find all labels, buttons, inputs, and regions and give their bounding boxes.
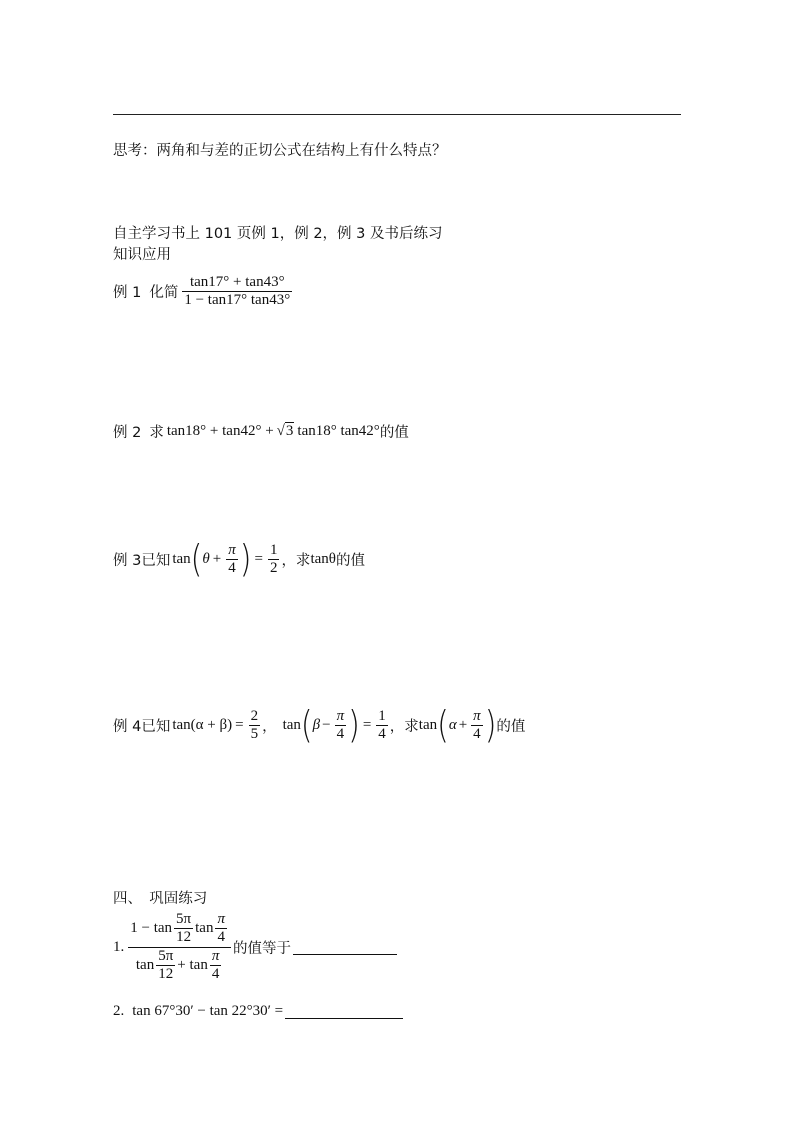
pi-over-4: [335, 708, 347, 744]
pi: π: [211, 947, 220, 964]
four: 4: [211, 965, 220, 982]
alpha-symbol: α: [448, 717, 457, 734]
tan-alpha-plus-beta: tan(α + β): [172, 717, 233, 734]
section-4-heading: 四、 巩固练习: [113, 891, 208, 907]
exercise-1-numerator: [128, 911, 231, 947]
five-pi: 5π: [158, 947, 174, 964]
one-quarter: [376, 708, 388, 744]
pi: π: [336, 708, 345, 724]
right-paren: ): [348, 703, 360, 747]
exercise-1-fraction: [128, 911, 231, 983]
five-pi-over-12: [156, 948, 175, 984]
four: 4: [228, 560, 236, 577]
one-minus-tan: 1 − tan: [130, 920, 173, 937]
tan-text: tan: [135, 956, 155, 973]
sqrt-radicand: 3: [285, 423, 294, 439]
two-fifths: [249, 708, 261, 744]
example-4-given: 已知: [141, 719, 171, 736]
beta-symbol: β: [312, 717, 321, 734]
five-pi: 5π: [176, 911, 192, 927]
right-paren: ): [484, 703, 497, 747]
four: 4: [473, 726, 481, 743]
numerator: 1: [378, 708, 386, 724]
example-2-expression-part2: tan18° tan42°: [297, 423, 380, 439]
example-1-fraction: [182, 274, 292, 310]
right-paren: ): [239, 537, 252, 581]
example-1-numerator: tan17° + tan43°: [189, 274, 285, 290]
tan-text: tan: [418, 717, 438, 734]
target-tan-theta: tanθ: [310, 551, 336, 568]
two: 2: [269, 560, 278, 577]
tan-text: tan: [195, 920, 214, 937]
equals-sign: =: [362, 717, 372, 734]
self-study-line: 自主学习书上 101 页例 1，例 2，例 3 及书后练习: [113, 226, 443, 242]
example-2-label: 例 2: [113, 425, 142, 441]
exercise-1-number: 1.: [113, 938, 125, 955]
example-4-label: 例 4: [113, 719, 142, 736]
knowledge-application-heading: 知识应用: [113, 247, 171, 263]
pi: π: [473, 708, 481, 724]
exercise-1-suffix: 的值等于: [232, 940, 291, 957]
plus-sign: +: [458, 717, 468, 734]
pi: π: [228, 542, 236, 558]
example-4: [113, 703, 526, 747]
denominator: 5: [250, 726, 259, 743]
plus-sign: +: [212, 551, 222, 568]
comma-ask: ，求: [281, 553, 311, 570]
answer-blank-2[interactable]: [285, 1004, 403, 1019]
twelve: 12: [176, 929, 192, 946]
left-paren: (: [300, 703, 313, 747]
exercise-2-expression: tan 67°30′ − tan 22°30′ =: [132, 1003, 284, 1019]
answer-blank-1[interactable]: [293, 940, 397, 955]
tan-text: tan: [172, 551, 191, 568]
example-2: [113, 421, 409, 442]
separator: ，: [262, 719, 277, 736]
exercise-2: [113, 1003, 403, 1020]
example-4-suffix: 的值: [496, 719, 526, 736]
sqrt-symbol: √3: [276, 423, 294, 439]
tan-text: tan: [282, 717, 301, 734]
example-1-label: 例 1: [113, 285, 142, 302]
pi-over-4: [210, 948, 222, 984]
one-half: [268, 542, 280, 578]
twelve: 12: [158, 965, 174, 982]
exercise-1: [113, 911, 397, 983]
example-1-denominator: 1 − tan17° tan43°: [184, 292, 291, 309]
numerator: 2: [250, 708, 259, 724]
equals-sign: =: [235, 717, 244, 734]
ask-text: ，求: [389, 719, 419, 736]
minus-sign: −: [322, 717, 331, 734]
example-2-expression-part1: tan18° + tan42° +: [166, 423, 274, 439]
pi-over-4: [471, 708, 483, 744]
theta-symbol: θ: [202, 551, 210, 568]
pi-over-4: [215, 911, 227, 947]
pi: π: [217, 911, 225, 927]
exercise-1-denominator: [134, 948, 225, 984]
five-pi-over-12: [174, 911, 193, 947]
denominator: 4: [378, 726, 386, 743]
top-rule: [113, 114, 681, 115]
example-2-instruction: 求: [149, 425, 164, 441]
left-paren: (: [190, 537, 203, 581]
left-paren: (: [437, 703, 449, 747]
example-3-label: 例 3: [113, 553, 142, 570]
one: 1: [269, 542, 278, 558]
four: 4: [217, 929, 225, 946]
example-1-instruction: 化简: [149, 285, 179, 302]
example-1: [113, 274, 294, 310]
exercise-2-number: 2.: [113, 1003, 125, 1019]
think-question: 思考：两角和与差的正切公式在结构上有什么特点？: [113, 143, 447, 159]
plus-tan: + tan: [177, 956, 208, 973]
example-3-given: 已知: [141, 553, 171, 570]
four: 4: [336, 726, 345, 743]
example-3-suffix: 的值: [335, 553, 365, 570]
pi-over-4: [226, 542, 238, 578]
example-3: [113, 537, 365, 581]
example-2-suffix: 的值: [379, 425, 409, 441]
equals-sign: =: [254, 551, 263, 568]
